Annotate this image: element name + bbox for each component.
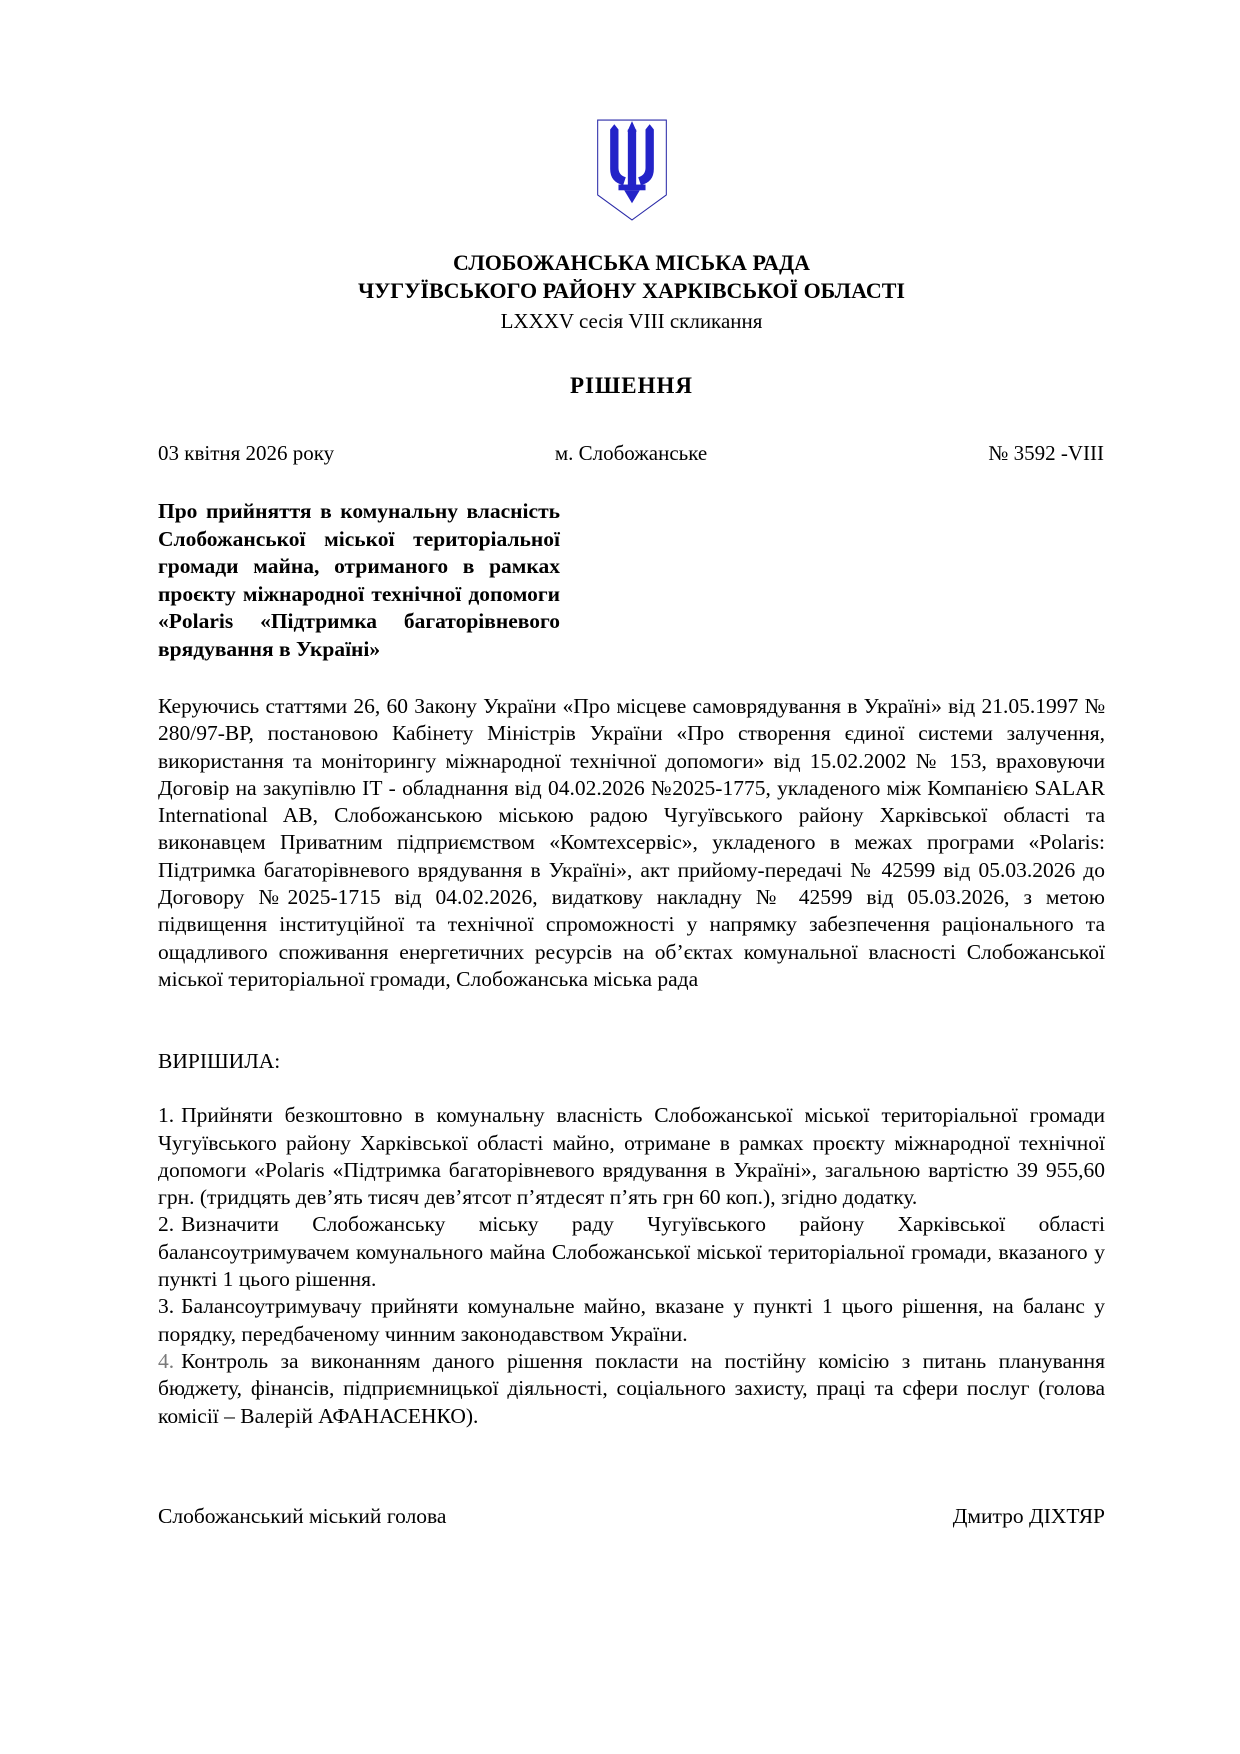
emblem-container [158, 118, 1105, 227]
session-line: LXXXV сесія VIII скликання [500, 309, 763, 333]
resolution-item-1 [158, 1102, 1105, 1211]
resolution-items [158, 1102, 1105, 1430]
item-2-text: Визначити Слобожанську міську раду Чугуївського району Харківської області балансоутримувачем комунального майна Слобожанської міської територіальної громади, вказаного у пункті 1 цього рішення. [158, 1212, 1105, 1292]
item-1-text: Прийняти безкоштовно в комунальну власність Слобожанської міської територіальної громади Чугуївського району Харківської області майно, отримане в рамках проєкту міжнародної технічної допомоги «Polaris «Підтримка багаторівневого врядування в Україні», загальною вартістю 39 955,60 грн. (тридцять дев’ять тисяч дев’ятсот п’ятдесят п’ять грн 60 коп.), згідно додатку. [158, 1103, 1105, 1210]
district-region-line: ЧУГУЇВСЬКОГО РАЙОНУ ХАРКІВСЬКОЇ ОБЛАСТІ [357, 278, 905, 303]
resolution-item-2 [158, 1211, 1105, 1293]
item-3-text: Балансоутримувачу прийняти комунальне майно, вказане у пункті 1 цього рішення, на баланс у порядку, передбаченому чинним законодавством України. [158, 1294, 1105, 1346]
item-4-number: 4. [158, 1348, 175, 1373]
preamble-paragraph: Керуючись статтями 26, 60 Закону України «Про місцеве самоврядування в Україні» від 21.05.1997 № 280/97-ВР, постановою Кабінету Міністрів України «Про створення єдиної системи залучення, використання та моніторингу міжнародної технічної допомоги» від 15.02.2002 № 153, враховуючи Договір на закупівлю ІТ - обладнання від 04.02.2026 №2025-1775, укладеного між Компанією SALAR International AB, Слобожанською міською радою Чугуївського району Харківської області та виконавцем Приватним підприємством «Комтехсервіс», укладеного в межах програми «Polaris: Підтримка багаторівневого врядування в Україні», акт прийому-передачі № 42599 від 05.03.2026 до Договору №2025-1715 від 04.02.2026, видаткову накладну № 42599 від 05.03.2026, з метою підвищення інституційної та технічної спроможності у напрямку забезпечення раціонального та ощадливого споживання енергетичних ресурсів на об’єктах комунальної власності Слобожанської міської територіальної громади, Слобожанська міська рада [158, 694, 1105, 991]
resolution-item-3 [158, 1293, 1105, 1348]
signature-row [158, 1504, 1105, 1529]
document-place: м. Слобожанське [554, 441, 708, 465]
council-name-line: СЛОБОЖАНСЬКА МІСЬКА РАДА [453, 250, 810, 275]
subject-paragraph: Про прийняття в комунальну власність Слобожанської міської територіальної громади майна, отриманого в рамках проєкту міжнародної технічної допомоги «Polaris «Підтримка багаторівневого врядування в Україні» [158, 499, 560, 661]
meta-row [158, 441, 1105, 466]
signatory-name: Дмитро ДІХТЯР [952, 1503, 1105, 1528]
resolution-item-4 [158, 1348, 1105, 1430]
item-2-number: 2. [158, 1212, 175, 1237]
document-type-title: РІШЕННЯ [570, 373, 693, 398]
resolution-word: ВИРІШИЛА: [158, 1049, 281, 1074]
document-number: № 3592 -VIII [988, 441, 1105, 465]
item-3-number: 3. [158, 1294, 175, 1319]
tryzub-emblem-icon [595, 118, 669, 222]
signatory-title: Слобожанський міський голова [158, 1503, 447, 1528]
document-date: 03 квітня 2026 року [158, 441, 335, 465]
item-1-number: 1. [158, 1103, 175, 1128]
item-4-text: Контроль за виконанням даного рішення покласти на постійну комісію з питань планування бюджету, фінансів, підприємницької діяльності, соціального захисту, праці та сфери послуг (голова комісії – Валерій АФАНАСЕНКО). [158, 1348, 1105, 1428]
